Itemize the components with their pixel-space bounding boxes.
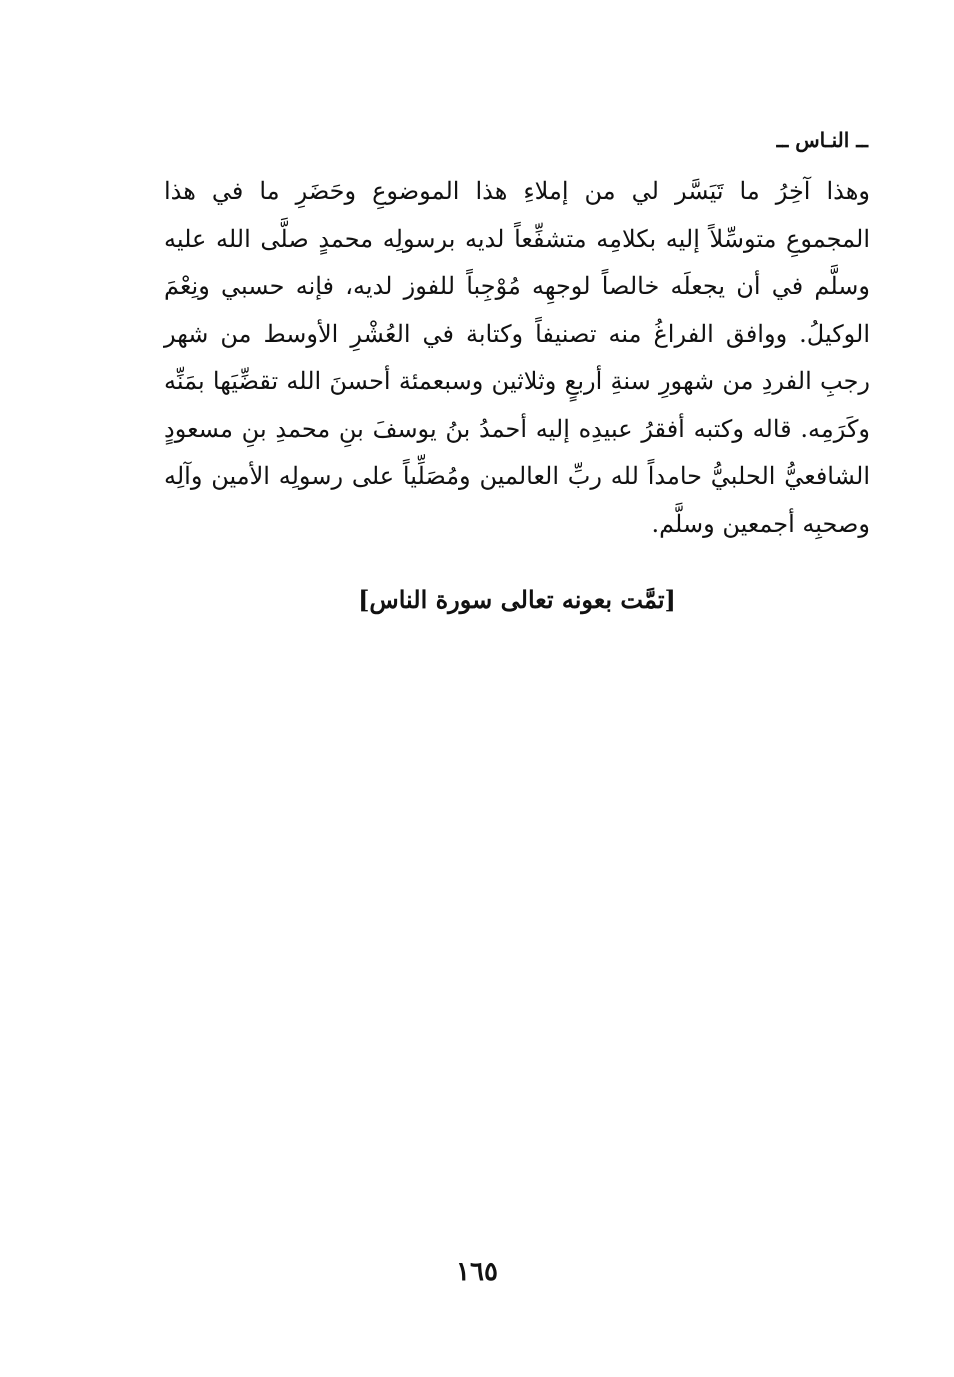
- body-paragraph: [164, 168, 870, 548]
- body-line: الشافعيُّ الحلبيُّ حامداً لله ربِّ العالمين ومُصَلِّياً على رسولِه الأمين وآلِه: [164, 462, 870, 490]
- running-header: ــ النـاس ــ: [776, 128, 868, 152]
- body-line: الوكيلُ. ووافق الفراغُ منه تصنيفاً وكتابة في العُشْرِ الأوسط من شهر: [164, 319, 870, 348]
- body-line: وكَرَمِه. قاله وكتبه أفقرُ عبيدِه إليه أحمدُ بنُ يوسفَ بنِ محمدِ بنِ مسعودٍ: [164, 414, 870, 443]
- body-line: وصحبِه أجمعين وسلَّم.: [651, 509, 870, 538]
- body-line: وسلَّم في أن يجعلَه خالصاً لوجهِه مُوْجِباً للفوز لديه، فإنه حسبي ونِعْمَ: [164, 272, 870, 300]
- body-line: وهذا آخِرُ ما تَيَسَّر لي من إملاءِ هذا الموضوعِ وحَضَرِ ما في هذا: [164, 177, 870, 205]
- colophon: [تمَّت بعونه تعالى سورة الناس]: [358, 585, 676, 614]
- body-line: رجبِ الفردِ من شهورِ سنةِ أربعٍ وثلاثين وسبعمئة أحسنَ الله تقضِّيَها بمَنِّه: [164, 367, 870, 395]
- body-line: المجموعِ متوسِّلاً إليه بكلامِه متشفِّعاً لديه برسولِه محمدٍ صلَّى الله عليه: [164, 224, 870, 253]
- page-number: ١٦٥: [456, 1257, 498, 1287]
